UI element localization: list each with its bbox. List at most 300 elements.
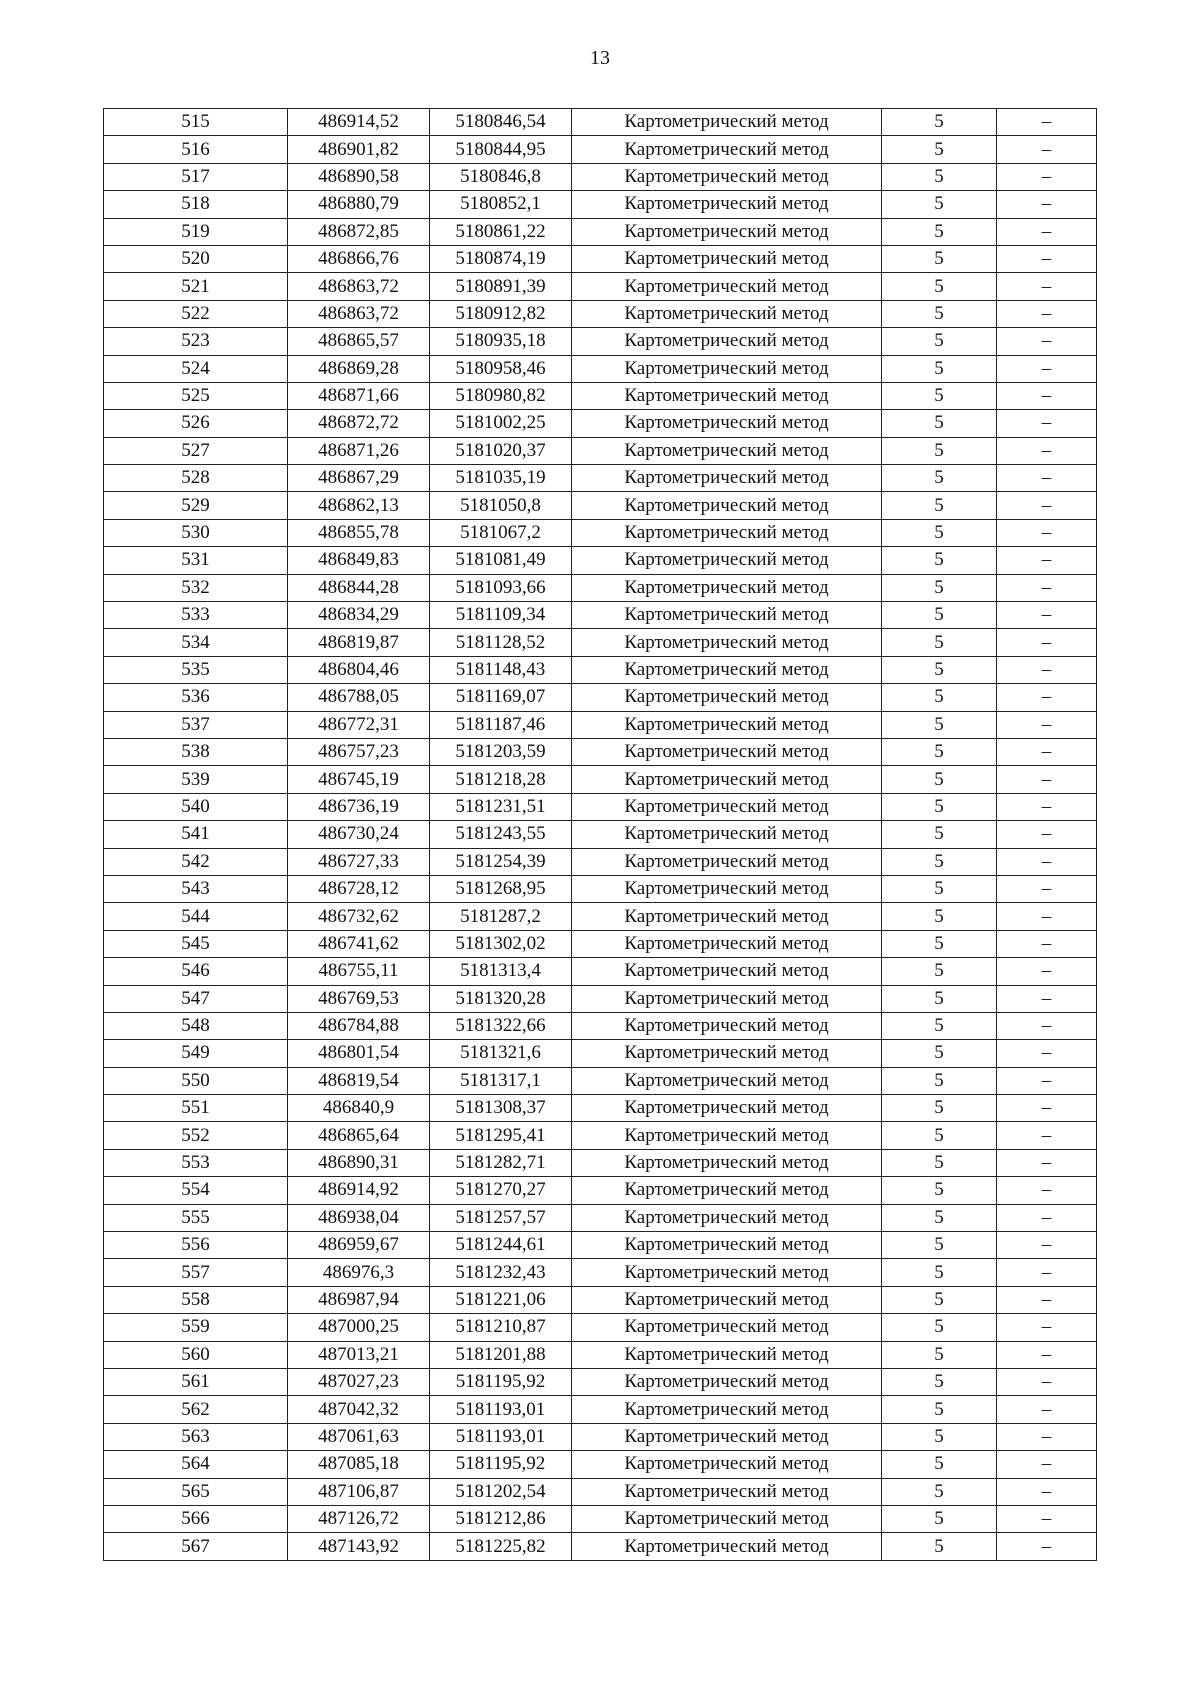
point-number-cell: 551 — [104, 1095, 288, 1122]
y-coordinate-cell: 5181081,49 — [430, 547, 572, 574]
x-coordinate-cell: 486938,04 — [288, 1204, 430, 1231]
y-coordinate-cell: 5180891,39 — [430, 273, 572, 300]
accuracy-cell: 5 — [882, 300, 997, 327]
accuracy-cell: 5 — [882, 848, 997, 875]
method-cell: Картометрический метод — [572, 574, 882, 601]
accuracy-cell: 5 — [882, 1533, 997, 1560]
table-row — [104, 1533, 1097, 1560]
table-row — [104, 410, 1097, 437]
description-cell: – — [997, 355, 1097, 382]
accuracy-cell: 5 — [882, 793, 997, 820]
accuracy-cell: 5 — [882, 1341, 997, 1368]
method-cell: Картометрический метод — [572, 1122, 882, 1149]
x-coordinate-cell: 486772,31 — [288, 711, 430, 738]
table-row — [104, 738, 1097, 765]
y-coordinate-cell: 5180912,82 — [430, 300, 572, 327]
table-row — [104, 1478, 1097, 1505]
point-number-cell: 549 — [104, 1040, 288, 1067]
x-coordinate-cell: 486865,57 — [288, 328, 430, 355]
x-coordinate-cell: 486730,24 — [288, 821, 430, 848]
x-coordinate-cell: 487126,72 — [288, 1505, 430, 1532]
accuracy-cell: 5 — [882, 738, 997, 765]
description-cell: – — [997, 328, 1097, 355]
point-number-cell: 543 — [104, 875, 288, 902]
point-number-cell: 559 — [104, 1314, 288, 1341]
accuracy-cell: 5 — [882, 1423, 997, 1450]
x-coordinate-cell: 487000,25 — [288, 1314, 430, 1341]
method-cell: Картометрический метод — [572, 519, 882, 546]
table-row — [104, 1012, 1097, 1039]
y-coordinate-cell: 5181218,28 — [430, 766, 572, 793]
description-cell: – — [997, 903, 1097, 930]
y-coordinate-cell: 5181128,52 — [430, 629, 572, 656]
description-cell: – — [997, 300, 1097, 327]
y-coordinate-cell: 5181212,86 — [430, 1505, 572, 1532]
point-number-cell: 546 — [104, 958, 288, 985]
accuracy-cell: 5 — [882, 1286, 997, 1313]
y-coordinate-cell: 5180935,18 — [430, 328, 572, 355]
y-coordinate-cell: 5180852,1 — [430, 191, 572, 218]
description-cell: – — [997, 629, 1097, 656]
table-row — [104, 163, 1097, 190]
description-cell: – — [997, 1533, 1097, 1560]
point-number-cell: 527 — [104, 437, 288, 464]
accuracy-cell: 5 — [882, 547, 997, 574]
x-coordinate-cell: 486757,23 — [288, 738, 430, 765]
y-coordinate-cell: 5181002,25 — [430, 410, 572, 437]
description-cell: – — [997, 273, 1097, 300]
method-cell: Картометрический метод — [572, 410, 882, 437]
x-coordinate-cell: 487061,63 — [288, 1423, 430, 1450]
point-number-cell: 534 — [104, 629, 288, 656]
description-cell: – — [997, 574, 1097, 601]
accuracy-cell: 5 — [882, 492, 997, 519]
description-cell: – — [997, 684, 1097, 711]
accuracy-cell: 5 — [882, 1505, 997, 1532]
point-number-cell: 517 — [104, 163, 288, 190]
point-number-cell: 535 — [104, 656, 288, 683]
method-cell: Картометрический метод — [572, 1314, 882, 1341]
y-coordinate-cell: 5181148,43 — [430, 656, 572, 683]
table-row — [104, 300, 1097, 327]
accuracy-cell: 5 — [882, 1314, 997, 1341]
y-coordinate-cell: 5181317,1 — [430, 1067, 572, 1094]
point-number-cell: 545 — [104, 930, 288, 957]
accuracy-cell: 5 — [882, 1067, 997, 1094]
point-number-cell: 515 — [104, 109, 288, 136]
method-cell: Картометрический метод — [572, 382, 882, 409]
description-cell: – — [997, 793, 1097, 820]
y-coordinate-cell: 5181035,19 — [430, 465, 572, 492]
y-coordinate-cell: 5181187,46 — [430, 711, 572, 738]
point-number-cell: 529 — [104, 492, 288, 519]
method-cell: Картометрический метод — [572, 328, 882, 355]
accuracy-cell: 5 — [882, 1232, 997, 1259]
point-number-cell: 566 — [104, 1505, 288, 1532]
method-cell: Картометрический метод — [572, 136, 882, 163]
accuracy-cell: 5 — [882, 1149, 997, 1176]
method-cell: Картометрический метод — [572, 629, 882, 656]
x-coordinate-cell: 486976,3 — [288, 1259, 430, 1286]
y-coordinate-cell: 5181254,39 — [430, 848, 572, 875]
point-number-cell: 563 — [104, 1423, 288, 1450]
x-coordinate-cell: 486728,12 — [288, 875, 430, 902]
method-cell: Картометрический метод — [572, 109, 882, 136]
description-cell: – — [997, 1067, 1097, 1094]
x-coordinate-cell: 486844,28 — [288, 574, 430, 601]
y-coordinate-cell: 5181203,59 — [430, 738, 572, 765]
point-number-cell: 538 — [104, 738, 288, 765]
accuracy-cell: 5 — [882, 191, 997, 218]
method-cell: Картометрический метод — [572, 738, 882, 765]
accuracy-cell: 5 — [882, 273, 997, 300]
y-coordinate-cell: 5181268,95 — [430, 875, 572, 902]
y-coordinate-cell: 5181221,06 — [430, 1286, 572, 1313]
point-number-cell: 522 — [104, 300, 288, 327]
method-cell: Картометрический метод — [572, 1533, 882, 1560]
y-coordinate-cell: 5181321,6 — [430, 1040, 572, 1067]
accuracy-cell: 5 — [882, 1040, 997, 1067]
method-cell: Картометрический метод — [572, 1478, 882, 1505]
table-row — [104, 903, 1097, 930]
point-number-cell: 564 — [104, 1451, 288, 1478]
accuracy-cell: 5 — [882, 465, 997, 492]
description-cell: – — [997, 245, 1097, 272]
table-row — [104, 547, 1097, 574]
y-coordinate-cell: 5180846,8 — [430, 163, 572, 190]
description-cell: – — [997, 163, 1097, 190]
table-row — [104, 245, 1097, 272]
description-cell: – — [997, 218, 1097, 245]
description-cell: – — [997, 1423, 1097, 1450]
x-coordinate-cell: 487027,23 — [288, 1368, 430, 1395]
table-row — [104, 1368, 1097, 1395]
description-cell: – — [997, 821, 1097, 848]
x-coordinate-cell: 487042,32 — [288, 1396, 430, 1423]
x-coordinate-cell: 486834,29 — [288, 602, 430, 629]
point-number-cell: 553 — [104, 1149, 288, 1176]
table-row — [104, 492, 1097, 519]
point-number-cell: 528 — [104, 465, 288, 492]
y-coordinate-cell: 5181067,2 — [430, 519, 572, 546]
point-number-cell: 548 — [104, 1012, 288, 1039]
method-cell: Картометрический метод — [572, 355, 882, 382]
point-number-cell: 519 — [104, 218, 288, 245]
accuracy-cell: 5 — [882, 1122, 997, 1149]
y-coordinate-cell: 5181093,66 — [430, 574, 572, 601]
method-cell: Картометрический метод — [572, 437, 882, 464]
x-coordinate-cell: 486801,54 — [288, 1040, 430, 1067]
description-cell: – — [997, 1122, 1097, 1149]
description-cell: – — [997, 109, 1097, 136]
y-coordinate-cell: 5181295,41 — [430, 1122, 572, 1149]
point-number-cell: 550 — [104, 1067, 288, 1094]
x-coordinate-cell: 486741,62 — [288, 930, 430, 957]
method-cell: Картометрический метод — [572, 903, 882, 930]
accuracy-cell: 5 — [882, 1012, 997, 1039]
x-coordinate-cell: 486872,72 — [288, 410, 430, 437]
table-row — [104, 1232, 1097, 1259]
method-cell: Картометрический метод — [572, 1095, 882, 1122]
table-row — [104, 1095, 1097, 1122]
table-row — [104, 136, 1097, 163]
x-coordinate-cell: 486804,46 — [288, 656, 430, 683]
description-cell: – — [997, 1095, 1097, 1122]
y-coordinate-cell: 5181302,02 — [430, 930, 572, 957]
point-number-cell: 530 — [104, 519, 288, 546]
method-cell: Картометрический метод — [572, 1177, 882, 1204]
x-coordinate-cell: 486869,28 — [288, 355, 430, 382]
table-row — [104, 574, 1097, 601]
table-row — [104, 1067, 1097, 1094]
table-row — [104, 109, 1097, 136]
description-cell: – — [997, 958, 1097, 985]
table-row — [104, 1122, 1097, 1149]
method-cell: Картометрический метод — [572, 1067, 882, 1094]
method-cell: Картометрический метод — [572, 793, 882, 820]
table-row — [104, 1423, 1097, 1450]
x-coordinate-cell: 486863,72 — [288, 273, 430, 300]
x-coordinate-cell: 486871,66 — [288, 382, 430, 409]
table-row — [104, 848, 1097, 875]
y-coordinate-cell: 5181232,43 — [430, 1259, 572, 1286]
y-coordinate-cell: 5181313,4 — [430, 958, 572, 985]
point-number-cell: 516 — [104, 136, 288, 163]
x-coordinate-cell: 487013,21 — [288, 1341, 430, 1368]
point-number-cell: 544 — [104, 903, 288, 930]
point-number-cell: 536 — [104, 684, 288, 711]
accuracy-cell: 5 — [882, 766, 997, 793]
y-coordinate-cell: 5181193,01 — [430, 1396, 572, 1423]
point-number-cell: 524 — [104, 355, 288, 382]
accuracy-cell: 5 — [882, 1368, 997, 1395]
table-row — [104, 985, 1097, 1012]
table-row — [104, 1314, 1097, 1341]
accuracy-cell: 5 — [882, 1451, 997, 1478]
x-coordinate-cell: 486914,92 — [288, 1177, 430, 1204]
description-cell: – — [997, 519, 1097, 546]
table-row — [104, 1451, 1097, 1478]
description-cell: – — [997, 985, 1097, 1012]
x-coordinate-cell: 487085,18 — [288, 1451, 430, 1478]
x-coordinate-cell: 486863,72 — [288, 300, 430, 327]
table-row — [104, 711, 1097, 738]
accuracy-cell: 5 — [882, 930, 997, 957]
table-row — [104, 191, 1097, 218]
x-coordinate-cell: 487143,92 — [288, 1533, 430, 1560]
coordinates-table — [103, 108, 1097, 1561]
description-cell: – — [997, 1314, 1097, 1341]
description-cell: – — [997, 766, 1097, 793]
method-cell: Картометрический метод — [572, 821, 882, 848]
x-coordinate-cell: 486769,53 — [288, 985, 430, 1012]
y-coordinate-cell: 5181169,07 — [430, 684, 572, 711]
point-number-cell: 558 — [104, 1286, 288, 1313]
description-cell: – — [997, 1341, 1097, 1368]
method-cell: Картометрический метод — [572, 602, 882, 629]
table-row — [104, 382, 1097, 409]
description-cell: – — [997, 1286, 1097, 1313]
y-coordinate-cell: 5181257,57 — [430, 1204, 572, 1231]
table-row — [104, 1259, 1097, 1286]
description-cell: – — [997, 656, 1097, 683]
table-row — [104, 930, 1097, 957]
table-row — [104, 437, 1097, 464]
description-cell: – — [997, 1451, 1097, 1478]
method-cell: Картометрический метод — [572, 958, 882, 985]
x-coordinate-cell: 486865,64 — [288, 1122, 430, 1149]
point-number-cell: 541 — [104, 821, 288, 848]
point-number-cell: 525 — [104, 382, 288, 409]
y-coordinate-cell: 5181020,37 — [430, 437, 572, 464]
method-cell: Картометрический метод — [572, 1368, 882, 1395]
accuracy-cell: 5 — [882, 109, 997, 136]
description-cell: – — [997, 1478, 1097, 1505]
x-coordinate-cell: 486890,58 — [288, 163, 430, 190]
table-row — [104, 1204, 1097, 1231]
accuracy-cell: 5 — [882, 1259, 997, 1286]
description-cell: – — [997, 1177, 1097, 1204]
x-coordinate-cell: 486871,26 — [288, 437, 430, 464]
y-coordinate-cell: 5181320,28 — [430, 985, 572, 1012]
description-cell: – — [997, 465, 1097, 492]
x-coordinate-cell: 486855,78 — [288, 519, 430, 546]
description-cell: – — [997, 930, 1097, 957]
point-number-cell: 540 — [104, 793, 288, 820]
method-cell: Картометрический метод — [572, 766, 882, 793]
point-number-cell: 518 — [104, 191, 288, 218]
description-cell: – — [997, 738, 1097, 765]
description-cell: – — [997, 1012, 1097, 1039]
y-coordinate-cell: 5181225,82 — [430, 1533, 572, 1560]
y-coordinate-cell: 5181195,92 — [430, 1368, 572, 1395]
method-cell: Картометрический метод — [572, 547, 882, 574]
accuracy-cell: 5 — [882, 136, 997, 163]
description-cell: – — [997, 1149, 1097, 1176]
table-row — [104, 519, 1097, 546]
y-coordinate-cell: 5181243,55 — [430, 821, 572, 848]
y-coordinate-cell: 5181202,54 — [430, 1478, 572, 1505]
point-number-cell: 565 — [104, 1478, 288, 1505]
y-coordinate-cell: 5180861,22 — [430, 218, 572, 245]
description-cell: – — [997, 848, 1097, 875]
x-coordinate-cell: 486745,19 — [288, 766, 430, 793]
y-coordinate-cell: 5180958,46 — [430, 355, 572, 382]
x-coordinate-cell: 486901,82 — [288, 136, 430, 163]
accuracy-cell: 5 — [882, 684, 997, 711]
table-row — [104, 1286, 1097, 1313]
point-number-cell: 539 — [104, 766, 288, 793]
method-cell: Картометрический метод — [572, 245, 882, 272]
point-number-cell: 547 — [104, 985, 288, 1012]
accuracy-cell: 5 — [882, 245, 997, 272]
y-coordinate-cell: 5180846,54 — [430, 109, 572, 136]
method-cell: Картометрический метод — [572, 492, 882, 519]
point-number-cell: 561 — [104, 1368, 288, 1395]
point-number-cell: 557 — [104, 1259, 288, 1286]
table-row — [104, 273, 1097, 300]
accuracy-cell: 5 — [882, 437, 997, 464]
description-cell: – — [997, 1259, 1097, 1286]
method-cell: Картометрический метод — [572, 191, 882, 218]
table-row — [104, 821, 1097, 848]
accuracy-cell: 5 — [882, 519, 997, 546]
accuracy-cell: 5 — [882, 163, 997, 190]
description-cell: – — [997, 1204, 1097, 1231]
accuracy-cell: 5 — [882, 218, 997, 245]
table-row — [104, 355, 1097, 382]
y-coordinate-cell: 5181287,2 — [430, 903, 572, 930]
accuracy-cell: 5 — [882, 410, 997, 437]
accuracy-cell: 5 — [882, 1478, 997, 1505]
method-cell: Картометрический метод — [572, 684, 882, 711]
table-row — [104, 684, 1097, 711]
x-coordinate-cell: 486866,76 — [288, 245, 430, 272]
x-coordinate-cell: 486959,67 — [288, 1232, 430, 1259]
table-row — [104, 465, 1097, 492]
accuracy-cell: 5 — [882, 656, 997, 683]
description-cell: – — [997, 1505, 1097, 1532]
x-coordinate-cell: 486880,79 — [288, 191, 430, 218]
method-cell: Картометрический метод — [572, 218, 882, 245]
method-cell: Картометрический метод — [572, 711, 882, 738]
x-coordinate-cell: 486890,31 — [288, 1149, 430, 1176]
accuracy-cell: 5 — [882, 1396, 997, 1423]
y-coordinate-cell: 5181308,37 — [430, 1095, 572, 1122]
description-cell: – — [997, 602, 1097, 629]
y-coordinate-cell: 5181270,27 — [430, 1177, 572, 1204]
y-coordinate-cell: 5181210,87 — [430, 1314, 572, 1341]
point-number-cell: 533 — [104, 602, 288, 629]
method-cell: Картометрический метод — [572, 1423, 882, 1450]
table-row — [104, 629, 1097, 656]
y-coordinate-cell: 5181109,34 — [430, 602, 572, 629]
method-cell: Картометрический метод — [572, 1259, 882, 1286]
table-row — [104, 958, 1097, 985]
description-cell: – — [997, 1040, 1097, 1067]
method-cell: Картометрический метод — [572, 1040, 882, 1067]
accuracy-cell: 5 — [882, 1204, 997, 1231]
point-number-cell: 567 — [104, 1533, 288, 1560]
x-coordinate-cell: 486872,85 — [288, 218, 430, 245]
page-number: 13 — [590, 47, 610, 69]
accuracy-cell: 5 — [882, 958, 997, 985]
method-cell: Картометрический метод — [572, 1012, 882, 1039]
description-cell: – — [997, 1368, 1097, 1395]
table-row — [104, 1396, 1097, 1423]
description-cell: – — [997, 191, 1097, 218]
x-coordinate-cell: 486849,83 — [288, 547, 430, 574]
accuracy-cell: 5 — [882, 1177, 997, 1204]
table-row — [104, 1505, 1097, 1532]
point-number-cell: 542 — [104, 848, 288, 875]
method-cell: Картометрический метод — [572, 163, 882, 190]
x-coordinate-cell: 486840,9 — [288, 1095, 430, 1122]
x-coordinate-cell: 486784,88 — [288, 1012, 430, 1039]
description-cell: – — [997, 382, 1097, 409]
y-coordinate-cell: 5181231,51 — [430, 793, 572, 820]
point-number-cell: 520 — [104, 245, 288, 272]
x-coordinate-cell: 486987,94 — [288, 1286, 430, 1313]
method-cell: Картометрический метод — [572, 1232, 882, 1259]
point-number-cell: 560 — [104, 1341, 288, 1368]
accuracy-cell: 5 — [882, 355, 997, 382]
point-number-cell: 554 — [104, 1177, 288, 1204]
x-coordinate-cell: 486736,19 — [288, 793, 430, 820]
description-cell: – — [997, 410, 1097, 437]
accuracy-cell: 5 — [882, 821, 997, 848]
table-row — [104, 1341, 1097, 1368]
